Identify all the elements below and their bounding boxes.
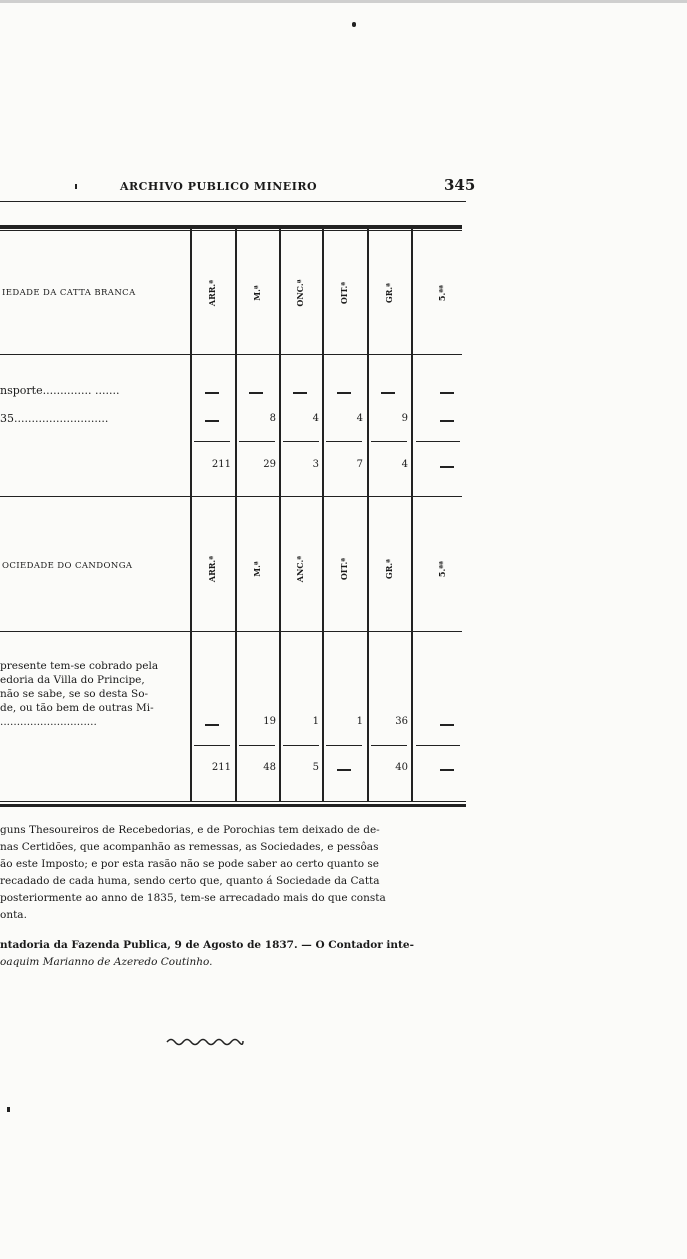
table2-cell: 36 <box>395 716 408 727</box>
sum-rule <box>371 745 407 746</box>
table2-row-line: presente tem-se cobrado pela <box>0 660 159 672</box>
table1-cell: 4 <box>356 413 363 424</box>
sum-rule <box>239 745 275 746</box>
note-line: guns Thesoureiros de Recebedorias, e de Porochias tem deixado de de- <box>0 824 380 836</box>
table1-col-header: GR.ª <box>384 282 394 304</box>
table2-total: 48 <box>263 762 276 773</box>
sum-rule <box>194 441 230 442</box>
table2-dash <box>440 724 454 726</box>
note-line: onta. <box>0 909 27 921</box>
table1-dash <box>440 466 454 468</box>
sum-rule <box>326 441 362 442</box>
table1-total: 3 <box>312 459 319 470</box>
table2-header-rule <box>0 631 462 632</box>
table1-col-header: 5.ªª <box>437 284 447 302</box>
table2-col-header: GR.ª <box>384 558 394 580</box>
page-top-edge <box>0 0 687 3</box>
table1-col-header: ARR.ª <box>207 279 217 307</box>
running-title: ARCHIVO PUBLICO MINEIRO <box>120 180 318 193</box>
table2-col-header: 5.ªª <box>437 560 447 578</box>
table1-dash <box>249 392 263 394</box>
table2-col-header: ARR.ª <box>207 555 217 583</box>
ink-speck <box>75 184 77 189</box>
table1-dash <box>381 392 395 394</box>
table2-total: 211 <box>211 762 231 773</box>
table1-row-label: 35........................... <box>0 412 109 425</box>
table1-col-header: ONC.ª <box>295 279 305 307</box>
sum-rule <box>416 441 460 442</box>
ink-speck <box>7 1107 10 1112</box>
column-divider <box>411 229 413 801</box>
signature-date-line: ntadoria da Fazenda Publica, 9 de Agosto de 1837. — O Contador inte- <box>0 939 414 951</box>
header-rule <box>0 201 466 202</box>
table1-cell: 9 <box>401 413 408 424</box>
table1-dash <box>440 420 454 422</box>
table1-total: 4 <box>401 459 408 470</box>
table1-dash <box>293 392 307 394</box>
table-top-rule <box>0 225 462 229</box>
table2-col-header: M.ª <box>252 561 262 577</box>
table1-dash <box>337 392 351 394</box>
table2-row-line: ............................. <box>0 716 97 728</box>
table-bottom-rule <box>0 804 466 807</box>
table-bottom-rule-thin <box>0 801 466 802</box>
table2-cell: 1 <box>312 716 319 727</box>
table1-col-header: OIT.ª <box>339 281 349 305</box>
table1-col-header: M.ª <box>252 285 262 301</box>
table1-title: IEDADE DA CATTA BRANCA <box>2 288 136 298</box>
sum-rule <box>239 441 275 442</box>
table1-dash <box>440 392 454 394</box>
note-line: ão este Imposto; e por esta rasão não se pode saber ao certo quanto se <box>0 858 379 870</box>
column-divider <box>190 229 192 801</box>
sum-rule <box>326 745 362 746</box>
table2-col-header: OIT.ª <box>339 557 349 581</box>
sum-rule <box>283 441 319 442</box>
ink-speck <box>352 22 356 27</box>
table1-total: 7 <box>356 459 363 470</box>
table1-total: 211 <box>211 459 231 470</box>
table2-dash <box>440 769 454 771</box>
table2-total: 5 <box>312 762 319 773</box>
sum-rule <box>371 441 407 442</box>
table2-row-line: de, ou tão bem de outras Mi- <box>0 702 154 714</box>
table2-total: 40 <box>395 762 408 773</box>
ornament-squiggle <box>165 1035 245 1047</box>
note-line: posteriormente ao anno de 1835, tem-se arrecadado mais do que consta <box>0 892 386 904</box>
table2-dash <box>337 769 351 771</box>
table1-dash <box>205 420 219 422</box>
note-line: nas Certidões, que acompanhão as remessas, as Sociedades, e pessôas <box>0 841 379 853</box>
page-number: 345 <box>444 176 476 194</box>
table2-cell: 1 <box>356 716 363 727</box>
sum-rule <box>194 745 230 746</box>
table1-cell: 8 <box>269 413 276 424</box>
table1-header-rule <box>0 354 462 355</box>
sum-rule <box>416 745 460 746</box>
table1-dash <box>205 392 219 394</box>
table1-total: 29 <box>263 459 276 470</box>
table2-title: OCIEDADE DO CANDONGA <box>2 561 133 571</box>
table2-row-line: não se sabe, se so desta So- <box>0 688 149 700</box>
table-top-rule-thin <box>0 230 462 231</box>
section-divider <box>0 496 462 497</box>
table2-cell: 19 <box>263 716 276 727</box>
note-line: recadado de cada huma, sendo certo que, quanto á Sociedade da Catta <box>0 875 380 887</box>
sum-rule <box>283 745 319 746</box>
table1-cell: 4 <box>312 413 319 424</box>
signature-name: oaquim Marianno de Azeredo Coutinho. <box>0 956 213 968</box>
table2-col-header: ANC.ª <box>295 555 305 583</box>
table2-dash <box>205 724 219 726</box>
table2-row-line: edoria da Villa do Principe, <box>0 674 145 686</box>
table1-row-label: nsporte.............. ....... <box>0 384 120 397</box>
